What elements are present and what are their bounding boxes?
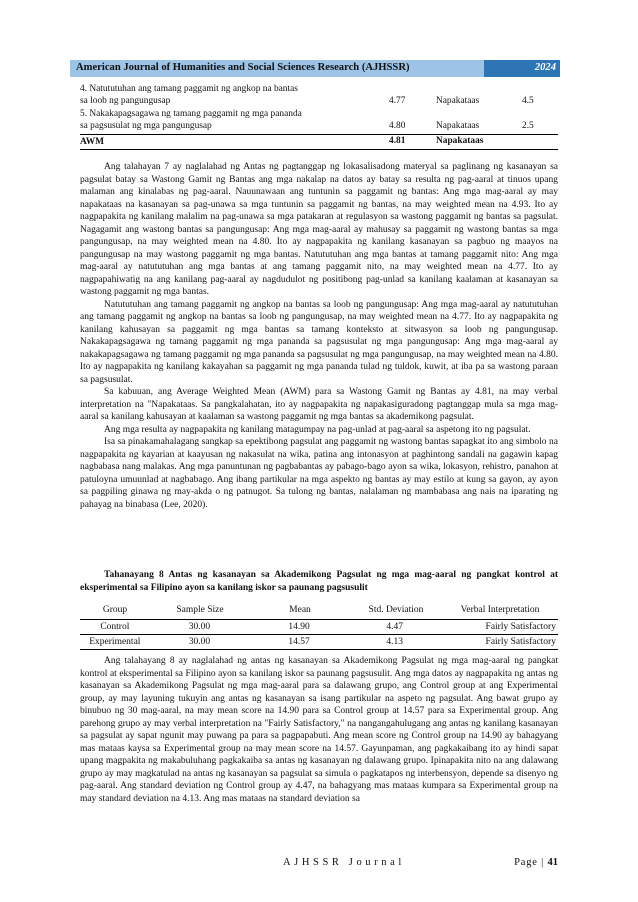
table-row	[80, 83, 558, 108]
journal-header	[70, 60, 560, 77]
footer-journal: AJHSSR Journal	[283, 857, 405, 868]
awm-mean: 4.81	[389, 136, 406, 147]
table-cell: 30.00	[188, 637, 211, 647]
table-awm-row	[80, 134, 558, 150]
awm-label: AWM	[80, 136, 104, 147]
table-cell: 14.90	[288, 622, 310, 632]
body-text-section-1	[80, 161, 558, 511]
row-interpretation: Napakataas	[436, 121, 480, 132]
row-label-line: sa loob ng pangungusap	[80, 96, 171, 107]
journal-year: 2024	[484, 60, 560, 77]
paragraph: Sa kabuuan, ang Average Weighted Mean (AWM) para sa Wastong Gamit ng Bantas ay 4.81, na may verbal interpretation na "Napakataas. Sa pangkalahatan, ito ay nagpapakita ng napakasiguradong pagtanggap mula sa mga mag-aaral sa kanilang kahusayan at kaalaman sa wastong paggamit ng mga bantas sa akademikong pagsulat.	[80, 387, 558, 422]
table-8	[80, 601, 558, 650]
row-rank: 4.5	[522, 96, 534, 107]
table-8-caption: Tahanayang 8 Antas ng kasanayan sa Akademikong Pagsulat ng mga mag-aaral ng pangkat kontrol at eksperimental sa Filipino ayon sa kanilang iskor sa paunang pagsusulit	[80, 570, 558, 593]
row-mean: 4.77	[389, 96, 406, 107]
table-row-label	[80, 83, 370, 108]
table-header-row	[80, 601, 558, 619]
footer-page	[514, 857, 558, 868]
body-text-section-2	[80, 655, 558, 805]
column-header: Sample Size	[176, 605, 224, 615]
table-row	[80, 619, 558, 635]
awm-interpretation: Napakataas	[436, 136, 484, 147]
table-cell: Experimental	[89, 637, 141, 647]
table-cell: 4.13	[386, 637, 403, 647]
table-row	[80, 108, 558, 133]
row-label-line: 4. Natututuhan ang tamang paggamit ng angkop na bantas	[80, 84, 298, 94]
row-label-line: 5. Nakakapagsagawa ng tamang paggamit ng mga pananda	[80, 108, 302, 119]
footer-page-prefix: Page |	[514, 857, 548, 868]
table-cell: 14.57	[288, 637, 310, 647]
page-number: 41	[547, 857, 558, 868]
paragraph: Ang talahayang 8 ay naglalahad ng antas ng kasanayan sa Akademikong Pagsulat ng mga mag-aaral ng pangkat kontrol at eksperimental sa Filipino ayon sa kanilang iskor sa paunang pagsusulit. Ang mga datos ay nagpapakita ng antas ng kasanayan sa Akademikong Pagsulat ng mga mag-aaral para sa dalawang grupo, ang Control group at ang Experimental group, ay may layuning tukuyin ang antas ng kasanayan sa isang partikular na aspeto ng pagsulat. Ang bawat grupo ay binubuo ng 30 mag-aaral, na may mean score na 14.90 para sa Control group at 14.57 para sa Experimental group. Ang parehong grupo ay may verbal interpretation na "Fairly Satisfactory," na nangangahulugang ang antas ng kanilang kasanayan sa pagsulat ay sapat ngunit may puwang pa para sa pagpapabuti. Ang mean score ng Control group na 14.90 ay bahagyang mas mataas kaysa sa Experimental group na may mean score na 14.57. Gayunpaman, ang pagkakaibang ito ay hindi sapat upang magpakita ng makabuluhang pagkakaiba sa antas ng kasanayan ng dalawang grupo. Ipinapakita nito na ang dalawang grupo ay may magkatulad na antas ng kasanayan sa pagsulat sa simula o pagkatapos ng interbensyon, depende sa disenyo ng pag-aaral. Ang standard deviation ng Control group ay 4.47, na bahagyang mas mataas kumpara sa Experimental group na may standard deviation na 4.13. Ang mas mataas na standard deviation sa	[80, 656, 558, 804]
table-cell: Fairly Satisfactory	[485, 637, 556, 647]
paragraph: Natututuhan ang tamang paggamit ng angkop na bantas sa loob ng pangungusap: Ang mga mag-aaral ay natututuhan ang tamang paggamit ng angkop na bantas sa loob ng pangungusap, na may weighted mean na 4.77. Ito ay nagpapakita ng kanilang kahusayan sa paggamit ng mga bantas sa tamang konteksto at sitwasyon sa loob ng pangungusap. Nakakapagsagawa ng tamang paggamit ng mga pananda sa pagsusulat ng mga pangungusap: Ang mga mag-aaral ay nakakapagsagawa ng tamang paggamit ng mga pananda sa pagsusulat ng mga pangungusap, na may weighted mean na 4.80. Ito ay nagpapakita ng kanilang kakayahan sa paggamit ng mga pananda tulad ng tuldok, kuwit, at iba pa sa wastong paraan sa pagsusulat.	[80, 299, 558, 385]
table-cell: 4.47	[386, 622, 403, 632]
paragraph: Ang mga resulta ay nagpapakita ng kanilang matagumpay na pag-unlad at pag-aaral sa aspetong ito ng pagsulat.	[104, 424, 531, 435]
row-interpretation: Napakataas	[436, 96, 480, 107]
row-label-line: sa pagsusulat ng mga pangungusap	[80, 121, 212, 132]
journal-title: American Journal of Humanities and Social Sciences Research (AJHSSR)	[70, 60, 484, 77]
table-cell: Fairly Satisfactory	[485, 622, 556, 632]
paragraph: Ang talahayan 7 ay naglalahad ng Antas ng pagtanggap ng lokasalisadong materyal sa paglinang ng kasanayan sa pagsulat batay sa Wastong Gamit ng Bantas ang mga nakalap na datos ay batay sa resulta ng pag-aaral at tinuos upang malaman ang kinalabas ng pag-aaral. Nauunawaan ang tuntunin sa paggamit ng bantas: Ang mga mag-aaral ay may napakataas na kasanayan sa pag-unawa sa mga tuntunin sa paggamit ng bantas, na may weighted mean na 4.93. Ito ay nagpapakita ng kanilang malalim na pag-unawa sa mga patakaran at regulasyon sa wastong paggamit ng bantas sa pagsulat. Nagagamit ang wastong bantas sa pangungusap: Ang mga mag-aaral ay mahusay sa paggamit ng wastong bantas sa mga pangungusap, na may weighted mean na 4.80. Ito ay nagpapakita ng kanilang kasanayan sa pagbuo ng maayos na pangungusap na may wastong paggamit ng mga bantas. Natututuhan ang mga bantas at tamang paggamit nito: Ang mga mag-aaral ay natututuhan ang mga bantas at ang tamang paggamit nito, na may weighted mean na 4.77. Ito ay nagpapahiwatig na ang kanilang pag-aaral ay nagdudulot ng positibong pag-unlad sa kanilang kaalaman at kasanayan sa wastong paggamit ng mga bantas.	[80, 162, 558, 297]
table-7-continued	[80, 83, 558, 150]
column-header: Mean	[289, 605, 311, 615]
paragraph: Isa sa pinakamahalagang sangkap sa epektibong pagsulat ang paggamit ng wastong bantas sapagkat ito ang simbolo na nagpapakita ng kayarian at kaayusan ng nakasulat na wika, patina ang intonasyon at paghintong sandali na gagawin kapag nagbabasa nang malakas. Ang mga panuntunan ng pagbabantas ay pabago-bago ayon sa wika, lokasyon, rehistro, panahon at patuloyna umuunlad at nagbabago. Ang ibang partikular na mga aspekto ng bantas ay may estilo at kung sa gayon, ay ayon sa pagpiling ginawa ng may-akda o ng patnugot. Sa tulong ng bantas, nalalaman ng mambabasa ang nais na iparating ng pahayag na binabasa (Lee, 2020).	[80, 437, 558, 510]
column-header: Std. Deviation	[368, 605, 424, 615]
table-cell: Control	[100, 622, 130, 632]
table-row	[80, 635, 558, 650]
table-cell: 30.00	[188, 622, 211, 632]
column-header: Group	[102, 605, 128, 615]
column-header: Verbal Interpretation	[460, 605, 540, 615]
table-row-label	[80, 108, 370, 133]
row-rank: 2.5	[522, 121, 534, 132]
row-mean: 4.80	[389, 121, 406, 132]
